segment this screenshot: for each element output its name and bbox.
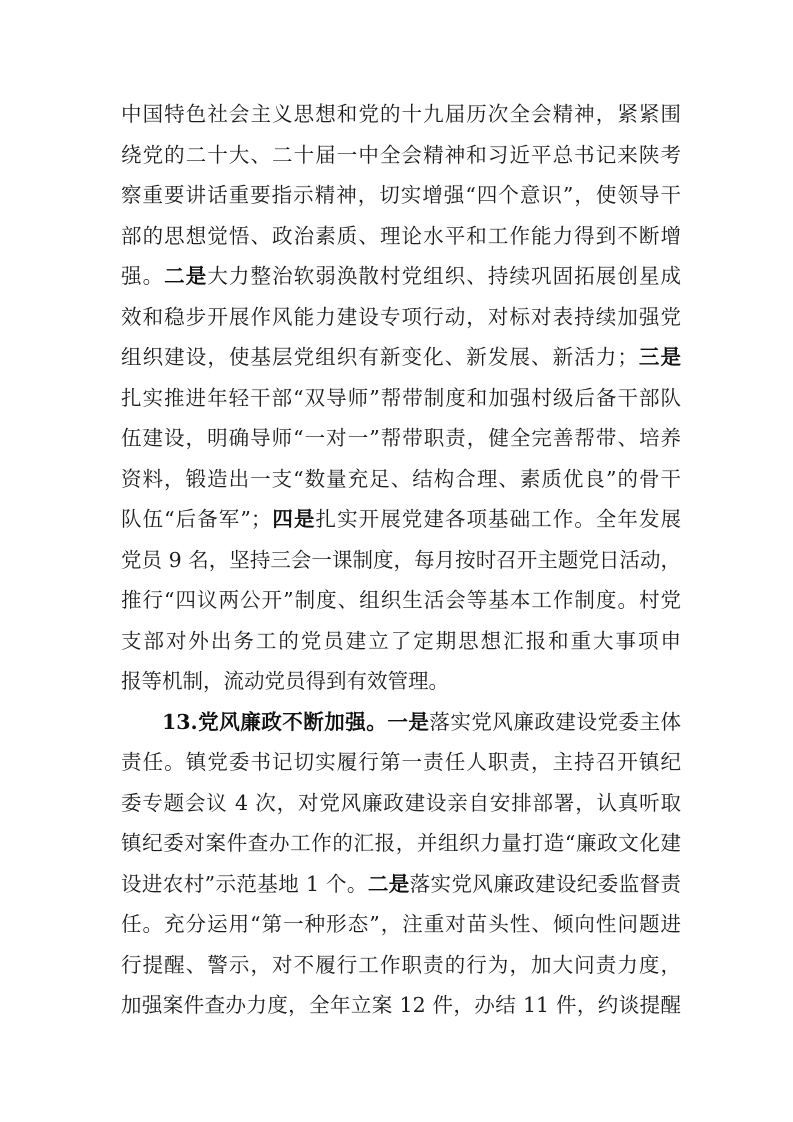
- text-run: 部的思想觉悟、政治素质、理论水平和工作能力得到不断增: [121, 223, 681, 248]
- text-line: [121, 175, 681, 216]
- text-run: 落实党风廉政建设纪委监督责: [409, 871, 682, 896]
- text-run: 伍建设，明确导师“一对一”帮带职责，健全完善帮带、培养: [121, 426, 681, 450]
- text-line: [121, 418, 681, 459]
- text-line: [121, 661, 681, 702]
- text-run: 委专题会议 4 次，对党风廉政建设亲自安排部署，认真听取: [121, 790, 681, 815]
- emphasis-third: 三是: [637, 345, 682, 369]
- text-run: 落实党风廉政建设党委主体: [429, 709, 682, 734]
- text-run: 党员 9 名，坚持三会一课制度，每月按时召开主题党日活动，: [121, 547, 681, 572]
- text-run: 大力整治软弱涣散村党组织、持续巩固拓展创星成: [207, 264, 682, 288]
- text-line: [121, 985, 681, 1026]
- text-line: [121, 540, 681, 581]
- text-line: [121, 904, 681, 945]
- text-run: 报等机制，流动党员得到有效管理。: [121, 669, 449, 693]
- text-line: [121, 256, 681, 297]
- emphasis-fourth: 四是: [271, 507, 316, 531]
- text-run: 中国特色社会主义思想和党的十九届历次全会精神，紧紧围: [121, 102, 681, 126]
- text-line: [121, 337, 681, 378]
- text-run: 资料，锻造出一支“数量充足、结构合理、素质优良”的骨干: [121, 466, 681, 491]
- text-run: 效和稳步开展作风能力建设专项行动，对标对表持续加强党: [121, 304, 681, 329]
- emphasis-second: 二是: [164, 264, 208, 288]
- text-line: [121, 499, 681, 540]
- text-line: [121, 621, 681, 662]
- text-run: 强。: [121, 264, 165, 288]
- text-run: 加强案件查办力度，全年立案 12 件，办结 11 件，约谈提醒: [121, 993, 681, 1017]
- text-line: [121, 945, 681, 986]
- text-line: [121, 823, 681, 864]
- text-run: 行提醒、警示，对不履行工作职责的行为，加大问责力度，: [121, 952, 681, 977]
- text-line: [121, 742, 681, 783]
- text-run: 责任。镇党委书记切实履行第一责任人职责，主持召开镇纪: [121, 750, 681, 774]
- text-run: 设进农村”示范基地 1 个。: [121, 871, 368, 896]
- text-run: 扎实开展党建各项基础工作。全年发展: [315, 507, 681, 531]
- document-page: [121, 94, 681, 1026]
- section-heading: 13.党风廉政不断加强。: [162, 709, 388, 734]
- text-line: [121, 135, 681, 176]
- text-run: 队伍“后备军”；: [121, 507, 272, 531]
- text-run: 绕党的二十大、二十届一中全会精神和习近平总书记来陕考: [121, 142, 681, 167]
- text-run: 推行“四议两公开”制度、组织生活会等基本工作制度。村党: [121, 588, 681, 612]
- text-run: 组织建设，使基层党组织有新变化、新发展、新活力；: [121, 345, 638, 369]
- text-line: [121, 94, 681, 135]
- text-run: 察重要讲话重要指示精神，切实增强“四个意识”，使领导干: [121, 183, 681, 207]
- emphasis-second: 二是: [367, 871, 410, 896]
- text-run: 镇纪委对案件查办工作的汇报，并组织力量打造“廉政文化建: [121, 831, 681, 855]
- text-run: 任。充分运用“第一种形态”，注重对苗头性、倾向性问题进: [121, 912, 681, 936]
- text-line: [121, 216, 681, 257]
- text-line: [121, 783, 681, 824]
- text-line: [121, 864, 681, 905]
- emphasis-first: 一是: [387, 709, 430, 734]
- text-run: 扎实推进年轻干部“双导师”帮带制度和加强村级后备干部队: [121, 385, 681, 410]
- paragraph-integrity: [121, 702, 681, 1026]
- section-heading-line: [121, 702, 681, 743]
- text-run: 支部对外出务工的党员建立了定期思想汇报和重大事项申: [121, 628, 681, 653]
- text-line: [121, 459, 681, 500]
- text-line: [121, 378, 681, 419]
- text-line: [121, 580, 681, 621]
- text-line: [121, 297, 681, 338]
- paragraph-party-building: [121, 94, 681, 702]
